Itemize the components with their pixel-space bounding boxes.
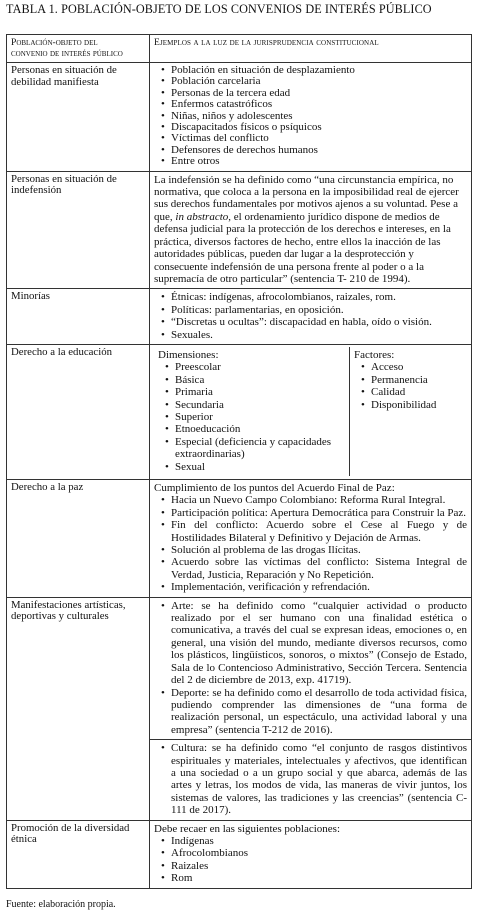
dimensions-column (154, 347, 350, 476)
row-content (150, 171, 472, 289)
row-content (150, 289, 472, 345)
list-item: • Básica (175, 374, 345, 386)
factors-title: Factores: (354, 348, 395, 361)
paz-intro: Cumplimiento de los puntos del Acuerdo Final de Paz: (154, 482, 395, 494)
list-item: • Especial (deficiencia y capacidades extraordinarias) (175, 436, 345, 461)
list-item: • Preescolar (175, 361, 345, 373)
list-item: • Disponibilidad (371, 399, 463, 411)
list-item: • Políticas: parlamentarias, en oposición. (171, 304, 467, 316)
list-item: • Superior (175, 411, 345, 423)
row-educacion (7, 344, 472, 479)
row-label: Manifestaciones artísticas, deportivas y culturales (7, 597, 150, 820)
factors-column (350, 347, 467, 476)
list-item: • Defensores de derechos humanos (171, 145, 467, 156)
list-item: • Entre otros (171, 156, 467, 167)
header-col-population-line2: convenio de interés público (11, 48, 123, 59)
bullet-list (154, 291, 467, 341)
list-item: • Calidad (371, 386, 463, 398)
list-item: • Víctimas del conflicto (171, 133, 467, 144)
bullet-list (154, 65, 467, 168)
bullet-list (154, 742, 467, 816)
row-label: Promoción de la diversidad étnica (7, 820, 150, 888)
list-item: • Implementación, verificación y refrendación. (171, 581, 467, 593)
split-content (154, 347, 467, 476)
row-content (150, 480, 472, 598)
dimensions-list (158, 361, 345, 473)
list-item: • Cultura: se ha definido como “el conjunto de rasgos distintivos espirituales y materiales, intelectuales y afectivos, que identifican a una sociedad o a un grupo social y que abarca, además de las artes y letras, los modos de vida, las maneras de vivir juntos, los sistemas de valores, las tradiciones y las creencias” (sentencia C-111 de 2017). (171, 742, 467, 816)
list-item: • Acceso (371, 361, 463, 373)
italic-term: in abstracto (175, 210, 229, 223)
list-item: • Sexual (175, 461, 345, 473)
list-item: • Indígenas (171, 835, 467, 847)
list-item: • Afrocolombianos (171, 847, 467, 859)
source-note: Fuente: elaboración propia. (6, 899, 116, 910)
list-item: • Niñas, niños y adolescentes (171, 111, 467, 122)
list-item: • Solución al problema de las drogas Ilícitas. (171, 544, 467, 556)
header-col-population (7, 35, 150, 63)
header-col-examples: Ejemplos a la luz de la jurisprudencia constitucional (150, 35, 472, 63)
list-item: • Etnoeducación (175, 423, 345, 435)
row-minorias (7, 289, 472, 345)
list-item: • Étnicas: indígenas, afrocolombianos, raizales, rom. (171, 291, 467, 303)
list-item: • Población en situación de desplazamiento (171, 65, 467, 76)
list-item: • Arte: se ha definido como “cualquier actividad o producto realizado por el ser humano con una finalidad estética o comunicativa, a través del cual se expresan ideas, emociones o, en general, una visión del mundo, mediante diversos recursos, como los plásticos, lingüísticos, sonoros, o mixtos” (Consejo de Estado, Sala de lo Contencioso Administrativo, Sección Tercera. Sentencia del 2 de diciembre de 2013, exp. 41719). (171, 600, 467, 687)
list-item: • Fin del conflicto: Acuerdo sobre el Cese al Fuego y de Hostilidades Bilateral y Definitivo y Dejación de Armas. (171, 519, 467, 544)
row-content (150, 63, 472, 172)
list-item: • Primaria (175, 386, 345, 398)
factors-list (354, 361, 463, 411)
row-label: Minorías (7, 289, 150, 345)
diversidad-intro: Debe recaer en las siguientes poblaciones: (154, 822, 341, 835)
list-item: • Discapacitados físicos o psíquicos (171, 122, 467, 133)
row-content (150, 740, 472, 820)
list-item: • Raizales (171, 860, 467, 872)
paragraph-part: La indefensión se ha definido como “una circunstancia empírica, no normativa, que coloca a la persona en la imposibilidad real de ejercer sus derechos fundamentales por motivos ajenos a su voluntad. Pese a que, (154, 173, 459, 223)
list-item: • Deporte: se ha definido como el desarrollo de toda actividad física, pudiendo comprender las dimensiones de “una forma de realización personal, un espectáculo, una actividad laboral y una empresa” (sentencia T-212 de 2016). (171, 687, 467, 737)
dimensions-title: Dimensiones: (158, 348, 219, 361)
table-title: TABLA 1. POBLACIÓN-OBJETO DE LOS CONVENIOS DE INTERÉS PÚBLICO (6, 2, 432, 16)
row-cultura (7, 597, 472, 739)
row-diversidad (7, 820, 472, 888)
row-content (150, 344, 472, 479)
row-content (150, 597, 472, 739)
row-content (150, 820, 472, 888)
list-item: • Rom (171, 872, 467, 884)
bullet-list (154, 835, 467, 885)
row-label: Derecho a la paz (7, 480, 150, 598)
list-item: • Sexuales. (171, 329, 467, 341)
list-item: • Hacia un Nuevo Campo Colombiano: Reforma Rural Integral. (171, 494, 467, 506)
list-item: • “Discretas u ocultas”: discapacidad en habla, oído o visión. (171, 316, 467, 328)
list-item: • Población carcelaria (171, 76, 467, 87)
header-col-population-line1: Población-objeto del (11, 37, 98, 48)
list-item: • Enfermos catastróficos (171, 99, 467, 110)
bullet-list (154, 600, 467, 736)
bullet-list (154, 494, 467, 593)
row-label: Personas en situación de indefensión (7, 171, 150, 289)
list-item: • Acuerdo sobre las víctimas del conflicto: Sistema Integral de Verdad, Justicia, Reparación y No Repetición. (171, 556, 467, 581)
row-label: Personas en situación de debilidad manifiesta (7, 63, 150, 172)
paragraph-part: , el ordenamiento jurídico dispone de medios de defensa judicial para la protección de los derechos e intereses, en la práctica, diversos factores de hecho, entre ellos la inacción de las autoridades públicas, pueden dar lugar a la desprotección y consecuente indefensión de una persona frente al poder o a la supremacía de otro particular” (sentencia T- 210 de 1994). (154, 210, 451, 285)
row-debilidad (7, 63, 472, 172)
row-indefension (7, 171, 472, 289)
list-item: • Permanencia (371, 374, 463, 386)
list-item: • Personas de la tercera edad (171, 88, 467, 99)
list-item: • Secundaria (175, 399, 345, 411)
row-paz (7, 480, 472, 598)
row-label: Derecho a la educación (7, 344, 150, 479)
population-table (6, 34, 472, 889)
list-item: • Participación política: Apertura Democrática para Construir la Paz. (171, 507, 467, 519)
table-header-row (7, 35, 472, 63)
